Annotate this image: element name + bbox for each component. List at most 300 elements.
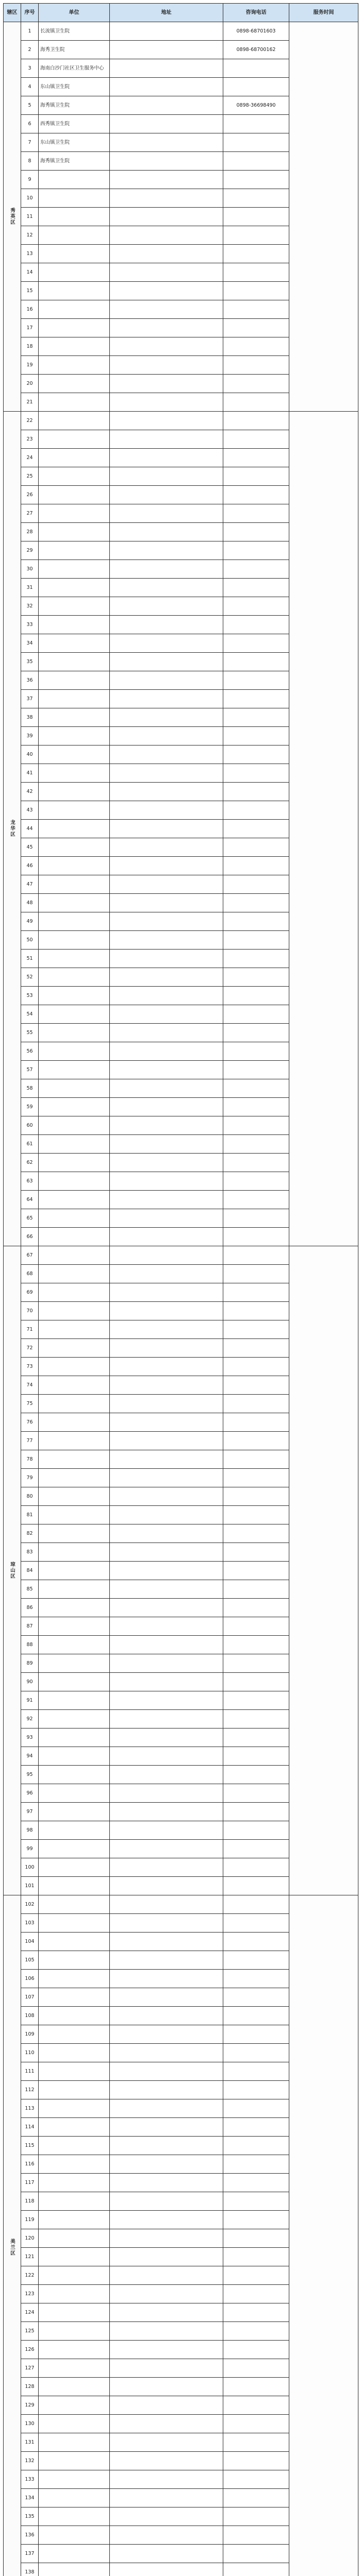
number-cell: 7 (21, 133, 39, 152)
unit-cell (39, 300, 110, 319)
phone-cell (223, 1061, 289, 1079)
unit-cell (39, 1005, 110, 1024)
address-cell (110, 2563, 223, 2576)
number-cell: 106 (21, 1970, 39, 1988)
unit-cell (39, 690, 110, 708)
unit-cell (39, 2118, 110, 2137)
address-cell (110, 1691, 223, 1710)
address-cell (110, 1636, 223, 1654)
unit-cell (39, 541, 110, 560)
number-cell: 53 (21, 987, 39, 1005)
phone-cell (223, 1691, 289, 1710)
number-cell: 19 (21, 356, 39, 375)
unit-cell (39, 671, 110, 690)
phone-cell (223, 783, 289, 801)
address-cell (110, 1580, 223, 1599)
number-cell: 50 (21, 931, 39, 950)
hours-cell (289, 22, 358, 412)
address-cell (110, 2285, 223, 2303)
address-cell (110, 912, 223, 931)
address-cell (110, 1172, 223, 1191)
unit-cell (39, 1951, 110, 1970)
phone-cell (223, 2378, 289, 2396)
phone-cell (223, 2155, 289, 2174)
number-cell: 86 (21, 1599, 39, 1617)
phone-cell (223, 189, 289, 208)
unit-cell (39, 1858, 110, 1877)
phone-cell (223, 597, 289, 616)
phone-cell (223, 430, 289, 449)
clinic-table-sheet (3, 3, 358, 2576)
address-cell (110, 2507, 223, 2526)
unit-cell (39, 1228, 110, 1246)
number-cell: 68 (21, 1265, 39, 1283)
phone-cell (223, 1543, 289, 1562)
phone-cell (223, 987, 289, 1005)
unit-cell (39, 1376, 110, 1395)
phone-cell (223, 1098, 289, 1116)
address-cell (110, 430, 223, 449)
unit-cell (39, 2378, 110, 2396)
address-cell (110, 523, 223, 541)
unit-cell (39, 1302, 110, 1320)
number-cell: 13 (21, 245, 39, 263)
address-cell (110, 783, 223, 801)
phone-cell (223, 2526, 289, 2545)
phone-cell (223, 2192, 289, 2211)
address-cell (110, 2470, 223, 2489)
address-cell (110, 189, 223, 208)
unit-cell (39, 2526, 110, 2545)
phone-cell (223, 1302, 289, 1320)
unit-cell (39, 319, 110, 337)
unit-cell (39, 1728, 110, 1747)
address-cell (110, 1376, 223, 1395)
address-cell (110, 1784, 223, 1803)
address-cell (110, 1599, 223, 1617)
phone-cell (223, 579, 289, 597)
phone-cell (223, 356, 289, 375)
address-cell (110, 894, 223, 912)
unit-cell (39, 727, 110, 745)
number-cell: 44 (21, 820, 39, 838)
phone-cell (223, 1283, 289, 1302)
address-cell (110, 1469, 223, 1487)
phone-cell (223, 1803, 289, 1821)
phone-cell (223, 2137, 289, 2155)
unit-cell (39, 1599, 110, 1617)
phone-cell (223, 2303, 289, 2322)
phone-cell (223, 412, 289, 430)
number-cell: 6 (21, 115, 39, 133)
number-cell: 94 (21, 1747, 39, 1766)
address-cell (110, 1654, 223, 1673)
unit-cell (39, 1914, 110, 1933)
number-cell: 48 (21, 894, 39, 912)
phone-cell (223, 2266, 289, 2285)
address-cell (110, 1747, 223, 1766)
phone-cell (223, 1339, 289, 1358)
address-cell (110, 1265, 223, 1283)
phone-cell (223, 2563, 289, 2576)
address-cell (110, 2118, 223, 2137)
phone-cell (223, 801, 289, 820)
phone-cell (223, 1599, 289, 1617)
number-cell: 93 (21, 1728, 39, 1747)
unit-cell (39, 449, 110, 467)
address-cell (110, 1914, 223, 1933)
number-cell: 110 (21, 2044, 39, 2062)
phone-cell (223, 115, 289, 133)
unit-cell (39, 912, 110, 931)
unit-cell (39, 764, 110, 783)
unit-cell (39, 2025, 110, 2044)
address-cell (110, 1339, 223, 1358)
table-row (4, 1895, 358, 1914)
number-cell: 81 (21, 1506, 39, 1524)
address-cell (110, 1098, 223, 1116)
number-cell: 123 (21, 2285, 39, 2303)
unit-cell (39, 523, 110, 541)
address-cell (110, 467, 223, 486)
address-cell (110, 1432, 223, 1450)
district-cell: 琼山区 (4, 1246, 21, 1895)
phone-cell (223, 634, 289, 653)
address-cell (110, 745, 223, 764)
unit-cell (39, 1246, 110, 1265)
phone-cell (223, 1914, 289, 1933)
unit-cell (39, 1116, 110, 1135)
unit-cell (39, 1970, 110, 1988)
unit-cell: 西秀镇卫生院 (39, 115, 110, 133)
number-cell: 46 (21, 857, 39, 875)
address-cell (110, 1877, 223, 1895)
address-cell (110, 226, 223, 245)
number-cell: 108 (21, 2007, 39, 2025)
phone-cell (223, 1450, 289, 1469)
unit-cell (39, 245, 110, 263)
number-cell: 113 (21, 2099, 39, 2118)
phone-cell (223, 467, 289, 486)
phone-cell: 0898-36698490 (223, 96, 289, 115)
address-cell (110, 59, 223, 78)
number-cell: 25 (21, 467, 39, 486)
unit-cell (39, 2341, 110, 2359)
address-cell (110, 1858, 223, 1877)
address-cell (110, 671, 223, 690)
phone-cell (223, 59, 289, 78)
address-cell (110, 1933, 223, 1951)
address-cell (110, 22, 223, 41)
number-cell: 78 (21, 1450, 39, 1469)
phone-cell (223, 894, 289, 912)
address-cell (110, 2489, 223, 2507)
unit-cell (39, 2266, 110, 2285)
number-cell: 111 (21, 2062, 39, 2081)
phone-cell (223, 912, 289, 931)
phone-cell (223, 1840, 289, 1858)
phone-cell (223, 1654, 289, 1673)
number-cell: 18 (21, 337, 39, 356)
number-cell: 27 (21, 504, 39, 523)
number-cell: 138 (21, 2563, 39, 2576)
unit-cell (39, 968, 110, 987)
phone-cell (223, 2545, 289, 2563)
phone-cell (223, 1933, 289, 1951)
number-cell: 22 (21, 412, 39, 430)
address-cell (110, 579, 223, 597)
number-cell: 17 (21, 319, 39, 337)
phone-cell (223, 263, 289, 282)
phone-cell (223, 2007, 289, 2025)
unit-cell: 海秀卫生院 (39, 41, 110, 59)
number-cell: 32 (21, 597, 39, 616)
number-cell: 114 (21, 2118, 39, 2137)
phone-cell (223, 708, 289, 727)
address-cell (110, 1895, 223, 1914)
phone-cell (223, 1320, 289, 1339)
phone-cell (223, 875, 289, 894)
phone-cell (223, 245, 289, 263)
unit-cell (39, 745, 110, 764)
phone-cell (223, 2341, 289, 2359)
phone-cell (223, 1413, 289, 1432)
unit-cell (39, 931, 110, 950)
address-cell (110, 2415, 223, 2433)
number-cell: 126 (21, 2341, 39, 2359)
unit-cell (39, 2044, 110, 2062)
number-cell: 121 (21, 2248, 39, 2266)
address-cell (110, 2248, 223, 2266)
unit-cell (39, 2322, 110, 2341)
number-cell: 107 (21, 1988, 39, 2007)
phone-cell (223, 690, 289, 708)
address-cell (110, 96, 223, 115)
number-cell: 15 (21, 282, 39, 300)
number-cell: 55 (21, 1024, 39, 1042)
phone-cell (223, 2211, 289, 2229)
phone-cell (223, 764, 289, 783)
unit-cell (39, 1339, 110, 1358)
unit-cell (39, 1395, 110, 1413)
unit-cell (39, 1877, 110, 1895)
address-cell (110, 152, 223, 171)
unit-cell (39, 1098, 110, 1116)
phone-cell (223, 653, 289, 671)
unit-cell (39, 1543, 110, 1562)
address-cell (110, 2378, 223, 2396)
number-cell: 132 (21, 2452, 39, 2470)
table-row (4, 1246, 358, 1265)
phone-cell (223, 968, 289, 987)
number-cell: 43 (21, 801, 39, 820)
number-cell: 1 (21, 22, 39, 41)
number-cell: 103 (21, 1914, 39, 1933)
unit-cell (39, 1172, 110, 1191)
unit-cell (39, 653, 110, 671)
phone-cell (223, 375, 289, 393)
address-cell (110, 337, 223, 356)
unit-cell (39, 1766, 110, 1784)
unit-cell (39, 987, 110, 1005)
address-cell (110, 1766, 223, 1784)
unit-cell (39, 2248, 110, 2266)
unit-cell (39, 950, 110, 968)
number-cell: 58 (21, 1079, 39, 1098)
number-cell: 4 (21, 78, 39, 96)
number-cell: 41 (21, 764, 39, 783)
number-cell: 61 (21, 1135, 39, 1154)
number-cell: 66 (21, 1228, 39, 1246)
number-cell: 64 (21, 1191, 39, 1209)
number-cell: 119 (21, 2211, 39, 2229)
address-cell (110, 1209, 223, 1228)
number-cell: 57 (21, 1061, 39, 1079)
number-cell: 52 (21, 968, 39, 987)
unit-cell (39, 2396, 110, 2415)
address-cell (110, 875, 223, 894)
phone-cell (223, 1895, 289, 1914)
unit-cell (39, 2099, 110, 2118)
number-cell: 21 (21, 393, 39, 412)
hours-cell (289, 1895, 358, 2576)
phone-cell (223, 2248, 289, 2266)
phone-cell (223, 1636, 289, 1654)
number-cell: 125 (21, 2322, 39, 2341)
number-cell: 47 (21, 875, 39, 894)
unit-cell (39, 783, 110, 801)
unit-cell: 海秀镇卫生院 (39, 96, 110, 115)
unit-cell (39, 430, 110, 449)
phone-cell (223, 541, 289, 560)
number-cell: 10 (21, 189, 39, 208)
number-cell: 133 (21, 2470, 39, 2489)
number-cell: 56 (21, 1042, 39, 1061)
number-cell: 102 (21, 1895, 39, 1914)
phone-cell (223, 560, 289, 579)
unit-cell (39, 2303, 110, 2322)
unit-cell (39, 2545, 110, 2563)
phone-cell (223, 1821, 289, 1840)
address-cell (110, 300, 223, 319)
number-cell: 122 (21, 2266, 39, 2285)
phone-cell (223, 282, 289, 300)
unit-cell (39, 226, 110, 245)
unit-cell (39, 412, 110, 430)
address-cell (110, 801, 223, 820)
address-cell (110, 1116, 223, 1135)
number-cell: 118 (21, 2192, 39, 2211)
phone-cell (223, 486, 289, 504)
phone-cell (223, 226, 289, 245)
address-cell (110, 1395, 223, 1413)
address-cell (110, 1673, 223, 1691)
address-cell (110, 820, 223, 838)
phone-cell (223, 2118, 289, 2137)
address-cell (110, 653, 223, 671)
phone-cell (223, 449, 289, 467)
phone-cell (223, 1376, 289, 1395)
phone-cell (223, 857, 289, 875)
number-cell: 131 (21, 2433, 39, 2452)
phone-cell (223, 2507, 289, 2526)
phone-cell (223, 820, 289, 838)
address-cell (110, 2155, 223, 2174)
address-cell (110, 1302, 223, 1320)
phone-cell (223, 1747, 289, 1766)
unit-cell (39, 1154, 110, 1172)
address-cell (110, 1821, 223, 1840)
unit-cell (39, 2359, 110, 2378)
number-cell: 28 (21, 523, 39, 541)
address-cell (110, 1079, 223, 1098)
phone-cell (223, 78, 289, 96)
number-cell: 79 (21, 1469, 39, 1487)
address-cell (110, 41, 223, 59)
number-cell: 127 (21, 2359, 39, 2378)
address-cell (110, 2396, 223, 2415)
phone-cell (223, 1172, 289, 1191)
unit-cell (39, 801, 110, 820)
number-cell: 116 (21, 2155, 39, 2174)
phone-cell (223, 1135, 289, 1154)
table-header-row (4, 4, 358, 22)
address-cell (110, 375, 223, 393)
unit-cell (39, 263, 110, 282)
phone-cell (223, 2433, 289, 2452)
number-cell: 97 (21, 1803, 39, 1821)
address-cell (110, 1543, 223, 1562)
address-cell (110, 1728, 223, 1747)
phone-cell (223, 1487, 289, 1506)
address-cell (110, 1246, 223, 1265)
phone-cell (223, 1858, 289, 1877)
address-cell (110, 2229, 223, 2248)
phone-cell (223, 671, 289, 690)
unit-cell (39, 337, 110, 356)
phone-cell (223, 1562, 289, 1580)
phone-cell (223, 1116, 289, 1135)
number-cell: 91 (21, 1691, 39, 1710)
number-cell: 120 (21, 2229, 39, 2248)
phone-cell (223, 1506, 289, 1524)
address-cell (110, 1042, 223, 1061)
number-cell: 124 (21, 2303, 39, 2322)
number-cell: 83 (21, 1543, 39, 1562)
unit-cell: 长流镇卫生院 (39, 22, 110, 41)
phone-cell (223, 1154, 289, 1172)
phone-cell (223, 1580, 289, 1599)
unit-cell (39, 1265, 110, 1283)
phone-cell (223, 319, 289, 337)
address-cell (110, 319, 223, 337)
phone-cell (223, 1209, 289, 1228)
unit-cell (39, 2229, 110, 2248)
district-cell: 美兰区 (4, 1895, 21, 2576)
number-cell: 99 (21, 1840, 39, 1858)
unit-cell (39, 1358, 110, 1376)
number-cell: 54 (21, 1005, 39, 1024)
address-cell (110, 486, 223, 504)
number-cell: 95 (21, 1766, 39, 1784)
phone-cell: 0898-68701603 (223, 22, 289, 41)
address-cell (110, 282, 223, 300)
address-cell (110, 2007, 223, 2025)
phone-cell (223, 2396, 289, 2415)
number-cell: 90 (21, 1673, 39, 1691)
table-row (4, 412, 358, 430)
unit-cell (39, 2081, 110, 2099)
